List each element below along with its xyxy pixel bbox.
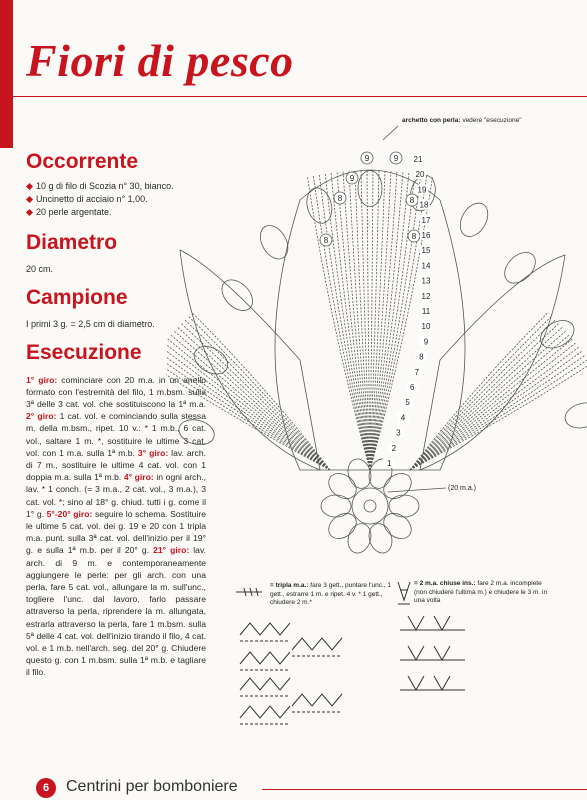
round-text: in ogni arch., lav. * 1 conch. (= 3 m.a., 2 cat. vol., 3 m.a.), 3 cat. vol. *; sino al 18° g. chiud. tutti i g. come il 1° g. [26, 472, 207, 519]
round-text: lav. arch. di 7 m., sostituire le ultime 4 cat. vol. con 1 doppia m.a. sulla 1ª m.b. [26, 447, 206, 483]
pattern-arch [499, 247, 541, 289]
crochet-diagram [166, 112, 587, 582]
stitch-illustration [240, 706, 290, 718]
diametro-heading: Diametro [26, 231, 118, 255]
pearl-number: 8 [337, 194, 343, 203]
row-number: 15 [421, 246, 431, 256]
row-number: 9 [423, 337, 429, 347]
center-petal [379, 468, 416, 503]
stitch-column [307, 177, 370, 470]
stitch-column [367, 170, 370, 470]
center-petal [365, 521, 395, 556]
list-item: 20 perle argentate. [26, 206, 208, 219]
pattern-arch [536, 315, 579, 354]
center-petal-outline [275, 170, 465, 470]
round-text: seguire lo schema. Sostituire le ultime 5 cat. vol. dei g. 19 e 20 con 1 tripla m.a. punt. sulla 3ª cat. vol. dell'inizio per il 19° g. e sulla 1ª m.b. per il 20° g. [26, 508, 206, 556]
esecuzione-heading: Esecuzione [26, 341, 142, 365]
round-label: 3° giro: [137, 447, 169, 458]
stitch-column [167, 338, 330, 470]
list-item: Uncinetto di acciaio n° 1,00. [26, 193, 208, 206]
round-label: 5°-20° giro: [46, 508, 93, 519]
row-number: 3 [396, 428, 401, 438]
title-divider [13, 96, 587, 97]
stitch-illustration [292, 694, 342, 706]
stitch-column [166, 351, 330, 470]
row-number: 20 [415, 170, 425, 180]
stitch-column [370, 171, 397, 470]
stitch-column [173, 330, 330, 470]
row-number: 19 [417, 185, 427, 195]
stitch-column [370, 174, 421, 470]
accent-bar [0, 0, 13, 148]
row-number: 16 [421, 231, 431, 240]
round-label: 21° giro: [153, 545, 190, 556]
stitch-column [410, 330, 567, 470]
pearl-arch-label: archetto con perla: vedere "esecuzione" [402, 117, 522, 124]
row-number: 12 [421, 291, 431, 301]
pearl-number: 9 [393, 154, 399, 163]
stitch-illustration [240, 623, 290, 635]
stitch-illustration [400, 616, 465, 630]
row-number: 10 [421, 322, 431, 332]
legend-chiuse: = 2 m.a. chiuse ins.: fare 2 m.a. incomplete (non chiudere l'ultima m.) e chiudere le 3 m. in una volta [414, 580, 548, 604]
campione-value: I primi 3 g. = 2,5 cm di diametro. [26, 319, 155, 330]
label-leader [388, 488, 446, 492]
tripla-symbol [236, 588, 262, 596]
stitch-column [410, 352, 586, 470]
pearl-number: 8 [409, 196, 415, 205]
pearl-number: 9 [349, 174, 355, 183]
stitch-column [410, 334, 570, 470]
center-petal [344, 521, 374, 556]
round-text: cominciare con 20 m.a. in un anello formato con l'estremità del filo, 1 m.bsm. sulla 3ª delle 3 cat. vol. che sostituiscono la 1ª m.a. [26, 374, 207, 409]
stitch-column [410, 342, 577, 470]
stitch-column [325, 173, 370, 470]
legend-tripla: = tripla m.a.: fare 3 gett., puntare l'unc., 1 gett., estrarre 1 m. e ripet. 4 v. * 1 gett., chiudere 2 m.* [270, 582, 392, 606]
round-text: 1 cat. vol. e cominciando sulla stessa m. della m.bsm., ripet. 10 v.: * 1 m.b., 6 cat. vol., saltare 1 m. *, sostituire le ultime 3 cat. vol. con 1 m.a. sulla 1ª m.b. [26, 411, 206, 458]
stitch-illustration [400, 646, 465, 660]
pearl-number: 8 [323, 236, 329, 245]
row-number: 5 [405, 398, 410, 408]
chiuse-symbol [398, 582, 410, 604]
right-petal-outline [420, 255, 565, 470]
list-item: 10 g di filo di Scozia n° 30, bianco. [26, 180, 208, 193]
stitch-column [410, 351, 583, 470]
page-title: Fiori di pesco [26, 35, 294, 86]
row-number: 6 [409, 383, 415, 392]
row-number: 14 [421, 261, 431, 271]
stitch-illustration [240, 652, 290, 664]
center-ring [364, 500, 376, 512]
pattern-arch [255, 221, 294, 264]
row-number: 1 [386, 459, 392, 468]
occorrente-heading: Occorrente [26, 150, 139, 173]
pearl-number: 8 [411, 232, 417, 241]
pattern-arch [176, 416, 217, 448]
page-number: 6 [36, 778, 56, 798]
center-ring-label: (20 m.a.) [448, 485, 477, 492]
stitch-illustration [400, 676, 465, 690]
row-number: 2 [391, 443, 397, 453]
row-number: 4 [400, 413, 406, 423]
round-text: lav. arch. di 9 m. e contemporaneamente aggiungere le perle: per gli arch. con una perla, fare 5 cat. vol., allungare la m. sull'unc., togliere l'unc. dal lavoro, farlo passare attraverso la perla, riprendere la m. allungata, estrarla attraverso la perla, fare 1 m.bsm. sulla 5ª delle 4 cat. vol. dell'inizio tirando il filo, 4 cat. vol. e 1 m.b. nell'arch. seg. del 20° g. Chiudere questo g. con 1 m.bsm. sulla 1ª m.b. e tagliare il filo. [26, 545, 206, 678]
center-petal [324, 508, 361, 543]
row-number: 21 [413, 155, 423, 164]
footer-divider [262, 789, 587, 790]
stitch-column [410, 346, 580, 470]
round-label: 4° giro: [123, 472, 154, 483]
pattern-arch [455, 198, 494, 241]
diametro-value: 20 cm. [26, 264, 54, 275]
row-number: 11 [421, 307, 431, 316]
stitch-column [410, 338, 573, 470]
center-ring [352, 488, 388, 524]
round-label: 2° giro: [26, 411, 57, 422]
stitch-illustration [292, 638, 342, 650]
stitch-column [370, 173, 415, 470]
stitch-column [319, 174, 370, 470]
row-number: 13 [421, 276, 431, 286]
campione-heading: Campione [26, 286, 128, 310]
stitch-column [343, 171, 370, 470]
pattern-arch [562, 399, 587, 431]
stitch-column [170, 334, 330, 470]
stitch-column [166, 342, 330, 470]
row-number: 7 [414, 367, 420, 377]
stitch-column [370, 172, 403, 470]
stitch-illustration [240, 678, 290, 690]
row-number: 17 [421, 215, 431, 225]
row-number: 8 [419, 352, 424, 362]
pearl-number: 9 [364, 154, 370, 163]
stitch-column [337, 172, 370, 470]
row-number: 18 [419, 200, 429, 210]
round-label: 1° giro: [26, 374, 58, 385]
footer-title: Centrini per bomboniere [66, 778, 238, 795]
stitch-column [370, 170, 373, 470]
label-leader [383, 126, 398, 140]
